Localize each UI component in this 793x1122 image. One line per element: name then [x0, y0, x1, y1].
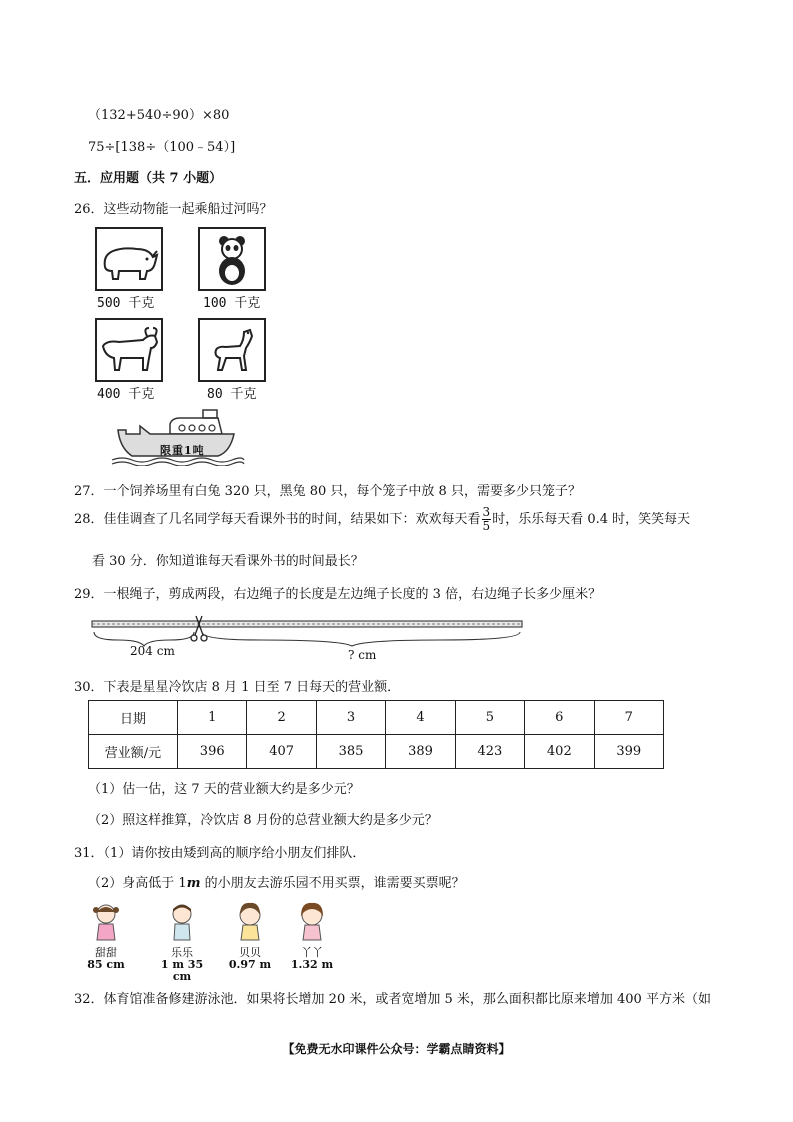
table-header-revenue: 营业额/元 [89, 735, 178, 769]
table-cell: 423 [455, 735, 524, 769]
table-cell: 6 [525, 701, 594, 735]
fraction-denominator: 5 [482, 519, 491, 533]
kid-tiantian [86, 900, 126, 971]
question-28-text-b: 时，乐乐每天看 0.4 时，笑笑每天 [492, 512, 691, 527]
girl-icon [292, 900, 332, 944]
weight-label-ox: 400 千克 [97, 387, 155, 402]
table-cell: 385 [316, 735, 385, 769]
question-26: 26．这些动物能一起乘船过河吗？ [74, 202, 273, 217]
rhino-icon [95, 227, 163, 291]
question-31-sub2 [88, 872, 465, 891]
question-30-sub2: （2）照这样推算，冷饮店 8 月份的总营业额大约是多少元？ [88, 813, 438, 828]
kid-name: 乐乐 [171, 946, 193, 959]
table-cell: 389 [386, 735, 455, 769]
question-28-line2: 看 30 分．你知道谁每天看课外书的时间最长？ [92, 554, 364, 569]
scissors-icon [191, 616, 207, 641]
boat-illustration [110, 404, 245, 466]
kid-name: 丫丫 [301, 946, 323, 959]
left-rope-length: 204 cm [130, 644, 175, 658]
table-cell: 402 [525, 735, 594, 769]
girl-icon [230, 900, 270, 944]
ox-icon [95, 318, 163, 382]
table-cell: 1 [178, 701, 247, 735]
boy-icon [162, 900, 202, 944]
kid-lele [150, 900, 214, 983]
kid-yaya [290, 900, 334, 971]
question-31-sub2-post: 的小朋友去游乐园不用买票，谁需要买票呢？ [200, 876, 465, 891]
table-row [89, 735, 664, 769]
kid-height: 1.32 m [290, 958, 334, 971]
right-rope-length: ? cm [348, 648, 377, 662]
kid-height: 0.97 m [228, 958, 272, 971]
kid-height: 1 m 35 cm [160, 958, 204, 983]
question-27: 27．一个饲养场里有白兔 320 只，黑兔 80 只，每个笼子中放 8 只，需要多少只笼子？ [74, 484, 581, 499]
sales-table [88, 700, 664, 769]
weight-label-panda: 100 千克 [203, 296, 261, 311]
rope-diagram [90, 608, 526, 666]
question-30-sub1: （1）估一估，这 7 天的营业额大约是多少元？ [88, 782, 360, 797]
kid-height: 85 cm [87, 958, 125, 971]
kid-beibei [228, 900, 272, 971]
table-cell: 399 [594, 735, 663, 769]
table-cell: 396 [178, 735, 247, 769]
question-32: 32．体育馆准备修建游泳池．如果将长增加 20 米，或者宽增加 5 米，那么面积都比原来增加 400 平方米（如 [74, 992, 711, 1007]
expression-2: 75÷[138÷（100﹣54）] [88, 140, 236, 155]
question-28-text-a: 28．佳佳调查了几名同学每天看课外书的时间，结果如下：欢欢每天看 [74, 512, 481, 527]
kid-name: 甜甜 [95, 946, 117, 959]
question-30: 30．下表是星星冷饮店 8 月 1 日至 7 日每天的营业额． [74, 680, 401, 695]
boat-weight-limit: 限重1吨 [160, 444, 205, 457]
table-cell: 5 [455, 701, 524, 735]
page-footer: 【免费无水印课件公众号：学霸点睛资料】 [282, 1042, 511, 1056]
table-cell: 3 [316, 701, 385, 735]
question-28-line1 [74, 506, 690, 534]
panda-icon [198, 227, 266, 291]
unit-m: m [186, 876, 201, 891]
section-title: 五．应用题（共 7 小题） [74, 171, 223, 186]
table-cell: 7 [594, 701, 663, 735]
kid-name: 贝贝 [239, 946, 261, 959]
fraction-numerator: 3 [482, 505, 491, 519]
fraction-three-fifths [482, 506, 492, 533]
table-cell: 407 [247, 735, 316, 769]
girl-icon [86, 900, 126, 944]
table-row [89, 701, 664, 735]
deer-icon [198, 318, 266, 382]
weight-label-rhino: 500 千克 [97, 296, 155, 311]
question-31-sub2-pre: （2）身高低于 1 [88, 876, 187, 891]
question-29: 29．一根绳子，剪成两段，右边绳子的长度是左边绳子长度的 3 倍，右边绳子长多少厘米？ [74, 587, 602, 602]
table-cell: 4 [386, 701, 455, 735]
question-31-sub1: 31．（1）请你按由矮到高的顺序给小朋友们排队． [74, 846, 366, 861]
expression-1: （132+540÷90）×80 [88, 108, 230, 123]
table-cell: 2 [247, 701, 316, 735]
weight-label-deer: 80 千克 [207, 387, 257, 402]
table-header-date: 日期 [89, 701, 178, 735]
